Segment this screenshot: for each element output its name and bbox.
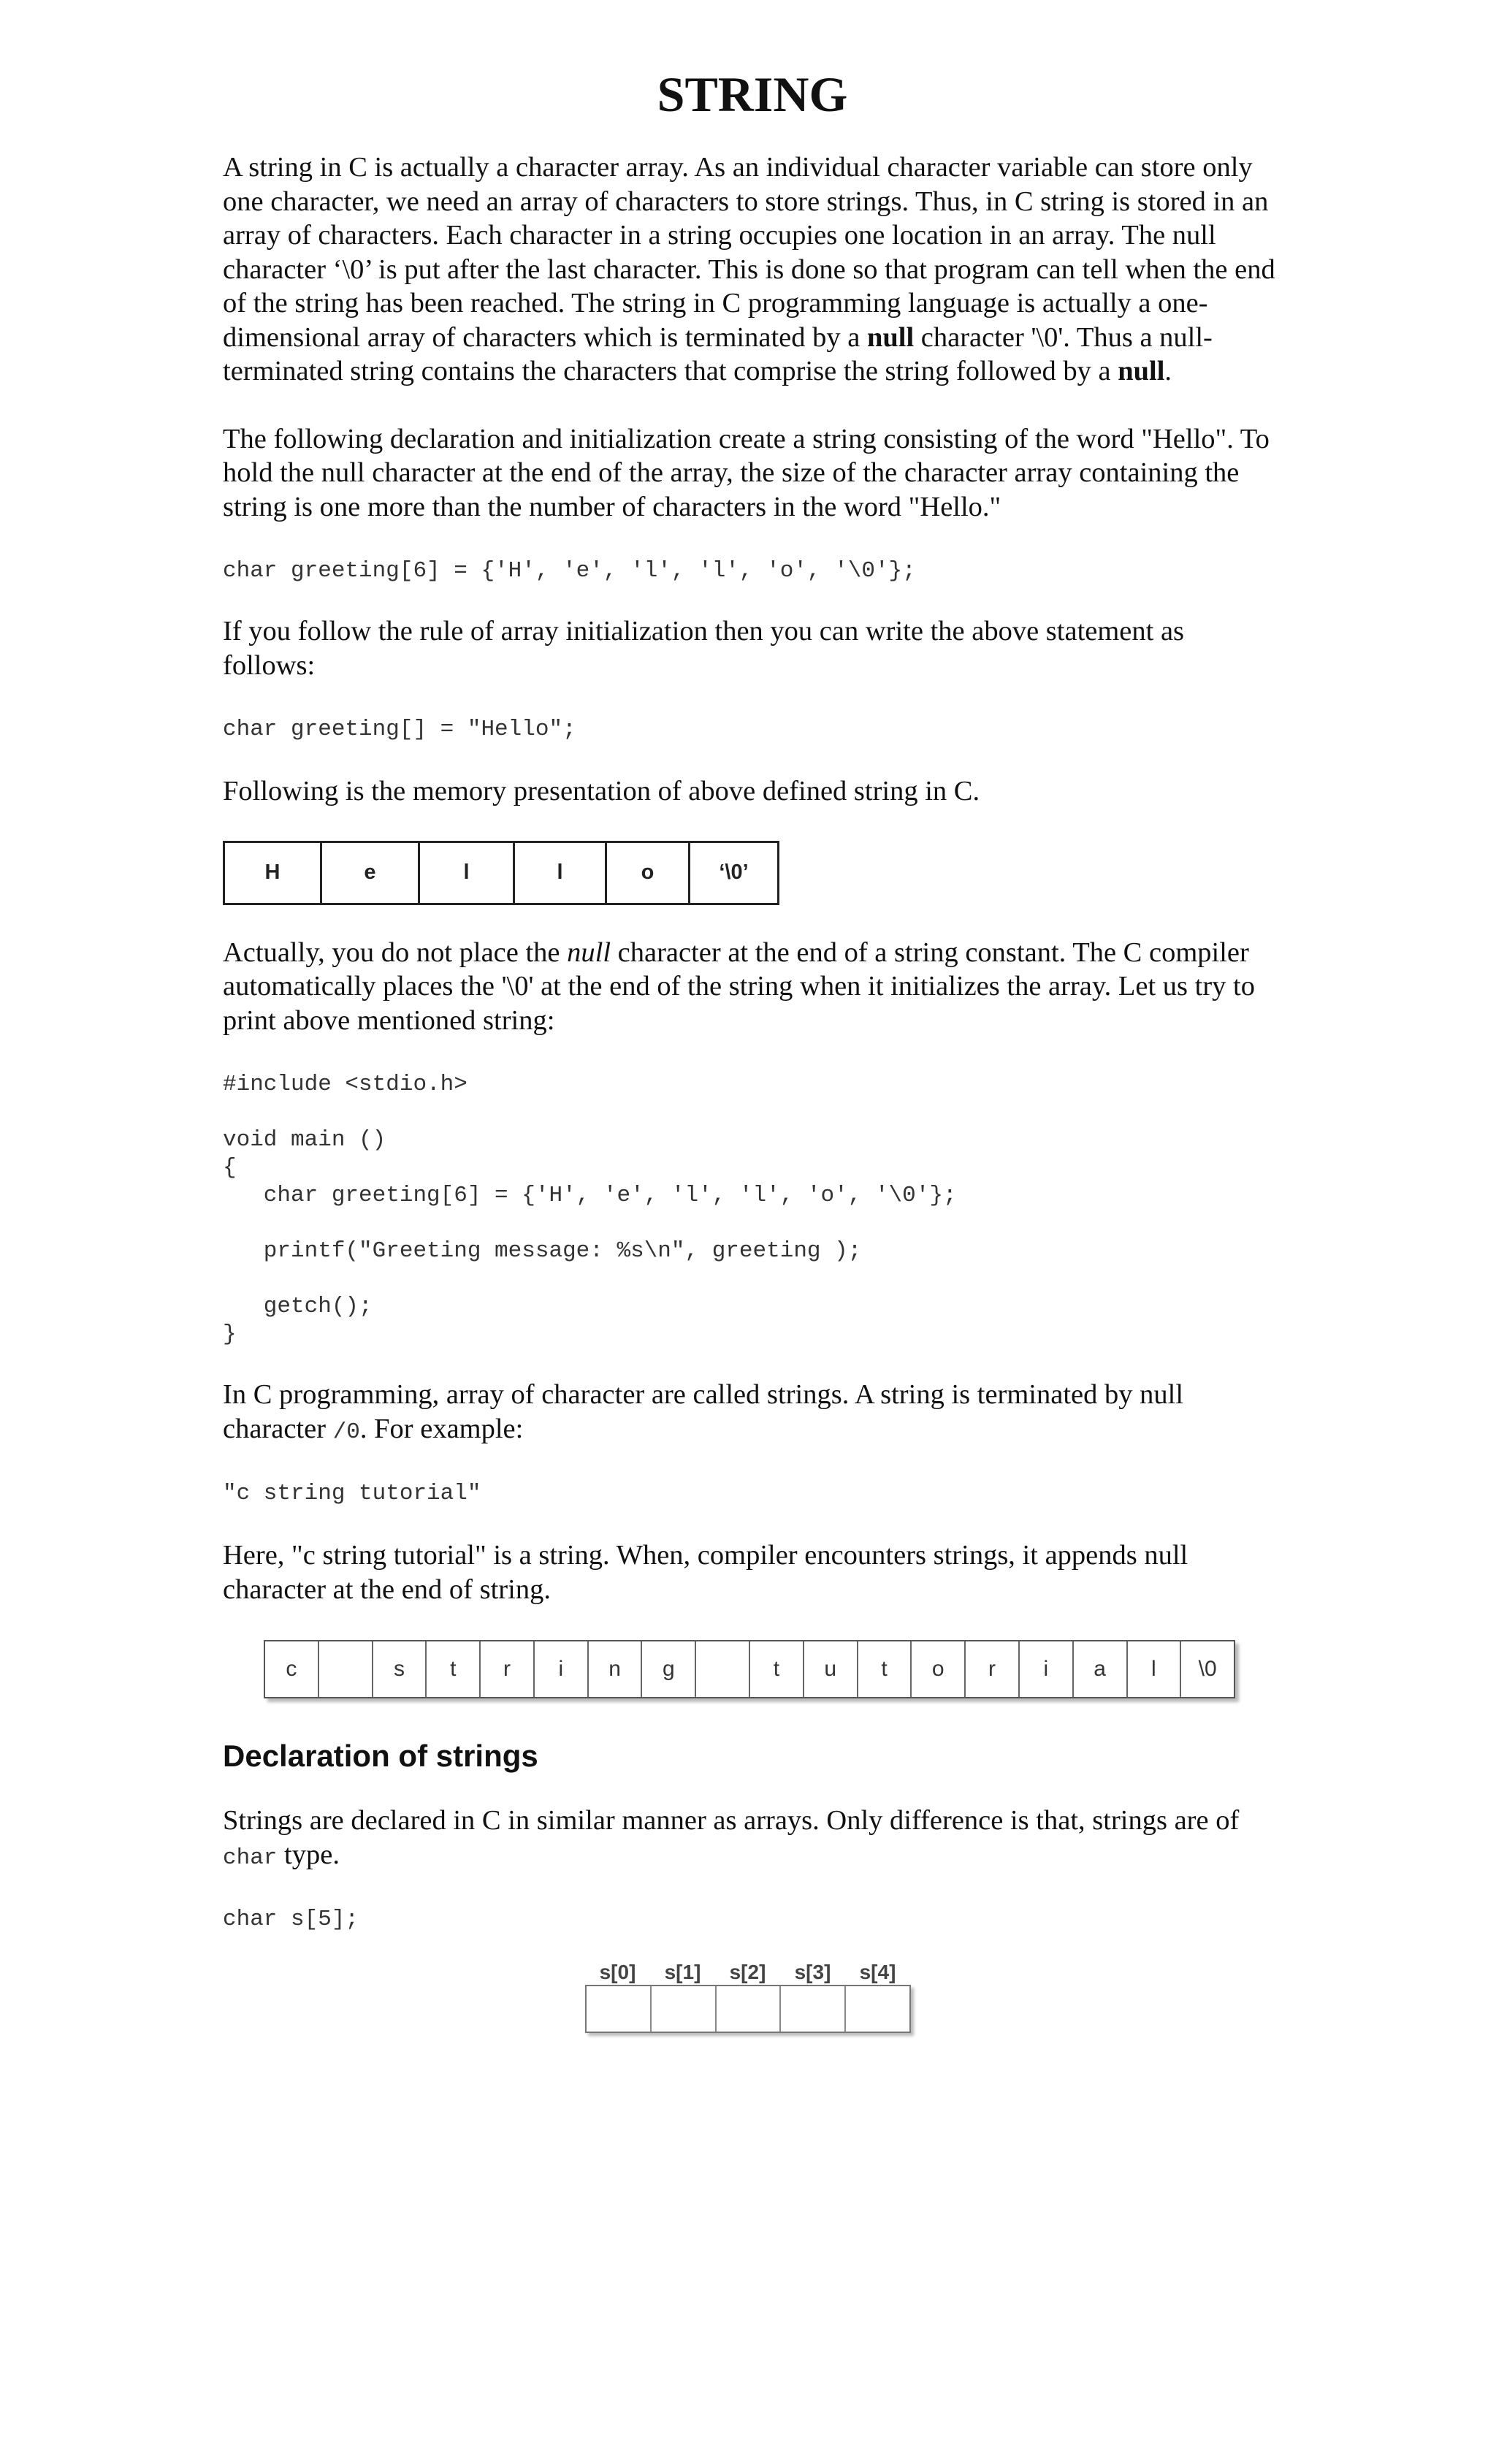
- memory-cell: c: [265, 1641, 319, 1697]
- array-cell: [781, 1986, 846, 2032]
- memory-cell: i: [1020, 1641, 1074, 1697]
- memory-cell: g: [642, 1641, 696, 1697]
- paragraph-declaration: The following declaration and initialization create a string consisting of the word "Hello". To hold the null character at the end of the array, the size of the character array containing the string is one more than the number of characters in the word "Hello.": [223, 423, 1270, 522]
- array-index-label: s[2]: [729, 1961, 766, 1984]
- memory-cell: a: [1074, 1641, 1128, 1697]
- memory-cell: r: [966, 1641, 1020, 1697]
- memory-cell: n: [589, 1641, 643, 1697]
- code-char-s5: char s[5];: [223, 1907, 359, 1933]
- memory-cell: l: [515, 843, 607, 903]
- italic-null: null: [567, 937, 611, 968]
- memory-cell: [696, 1641, 750, 1697]
- memory-cell: t: [858, 1641, 912, 1697]
- array-cell: [652, 1986, 717, 2032]
- section-heading-declaration: Declaration of strings: [223, 1739, 538, 1774]
- text-span: Strings are declared in C in similar manner as arrays. Only difference is that, strings are of: [223, 1805, 1240, 1836]
- bold-null: null: [1118, 356, 1165, 387]
- array-index-label: s[1]: [664, 1961, 701, 1984]
- memory-cell: t: [750, 1641, 804, 1697]
- memory-cell: ‘\0’: [719, 861, 749, 885]
- array-cell: [587, 1986, 652, 2032]
- paragraph-compiler-null: Here, "c string tutorial" is a string. When, compiler encounters strings, it appends null character at the end of string.: [223, 1540, 1188, 1605]
- memory-cell: u: [804, 1641, 858, 1697]
- inline-code: char: [223, 1845, 278, 1871]
- code-greeting-literal: char greeting[] = "Hello";: [223, 717, 576, 743]
- memory-cell: s: [373, 1641, 427, 1697]
- memory-cell: i: [535, 1641, 589, 1697]
- text-span: type.: [277, 1839, 340, 1870]
- code-greeting-init: char greeting[6] = {'H', 'e', 'l', 'l', 'o', '\0'};: [223, 558, 916, 584]
- text-span: .: [1164, 356, 1172, 387]
- array-cells: [585, 1985, 911, 2033]
- memory-cell: \0: [1198, 1657, 1217, 1682]
- document-content: [223, 66, 1282, 2033]
- memory-cell: o: [912, 1641, 966, 1697]
- array-diagram-s5: [585, 1960, 921, 2033]
- memory-diagram-hello: [223, 841, 779, 905]
- text-span: A string in C is actually a character array. As an individual character variable can store only one character, we need an array of characters to store strings. Thus, in C string is stored in an array of characters. Each character in a string occupies one location in an array. The null character ‘\0’ is put after the last character. This is done so that program can tell when the end of the string has been reached. The string in C programming language is actually a one-dimensional array of characters which is terminated by a: [223, 152, 1275, 353]
- paragraph-null-constant: [223, 936, 1282, 1038]
- array-index-label: s[3]: [794, 1961, 831, 1984]
- code-string-literal: "c string tutorial": [223, 1481, 481, 1507]
- array-index-label: s[4]: [859, 1961, 896, 1984]
- paragraph-intro: [223, 150, 1282, 389]
- memory-cell: o: [607, 843, 690, 903]
- memory-cell: H: [225, 843, 322, 903]
- paragraph-declared: [223, 1804, 1282, 1875]
- array-cell: [846, 1986, 909, 2032]
- inline-code: /0: [332, 1419, 360, 1445]
- paragraph-array-rule: If you follow the rule of array initialization then you can write the above statement as follows:: [223, 616, 1185, 681]
- text-span: In C programming, array of character are called strings. A string is terminated by null character: [223, 1379, 1184, 1444]
- text-span: Actually, you do not place the: [223, 937, 568, 968]
- array-index-label: s[0]: [599, 1961, 636, 1984]
- memory-cell: e: [322, 843, 420, 903]
- bold-null: null: [866, 321, 915, 353]
- array-index-labels: [585, 1960, 921, 1985]
- paragraph-strings-definition: [223, 1378, 1282, 1449]
- paragraph-memory: Following is the memory presentation of above defined string in C.: [223, 776, 980, 807]
- text-span: . For example:: [359, 1413, 524, 1444]
- text-span: character at the end of a string constant. The C compiler automatically places the '\0' at the end of the string when it initializes the array. Let us try to print above mentioned string:: [223, 937, 1255, 1036]
- array-cell: [717, 1986, 782, 2032]
- memory-cell: l: [420, 843, 515, 903]
- memory-cell: l: [1128, 1641, 1182, 1697]
- memory-cell: r: [481, 1641, 535, 1697]
- page-title: STRING: [657, 66, 848, 122]
- text-span: character '\0'. Thus a null-terminated string contains the characters that comprise the string followed by a: [223, 321, 1213, 387]
- code-print-program: #include <stdio.h> void main () { char greeting[6] = {'H', 'e', 'l', 'l', 'o', '\0'}; printf("Greeting message: %s\n", greeting ); getch(); }: [223, 1072, 957, 1348]
- memory-cell: t: [427, 1641, 481, 1697]
- memory-cell: [319, 1641, 373, 1697]
- memory-diagram-tutorial: [264, 1640, 1235, 1698]
